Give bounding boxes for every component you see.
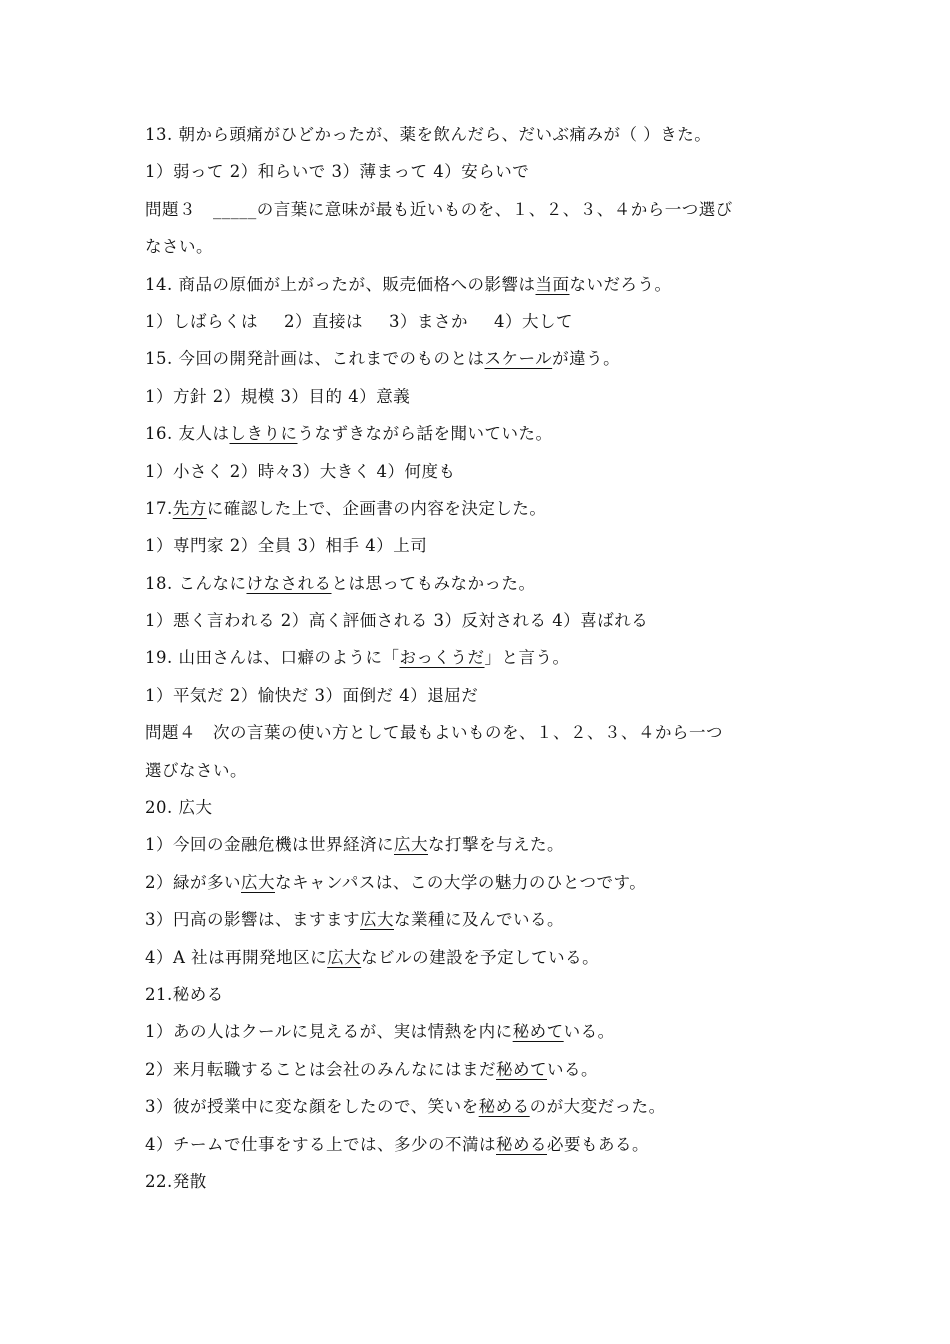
- question-21-option-3: [145, 1088, 815, 1125]
- question-18-options: 1）悪く言われる 2）高く評価される 3）反対される 4）喜ばれる: [145, 611, 649, 631]
- option-text-end: いる。: [547, 1059, 598, 1079]
- option-text: 3）円高の影響は、ますます: [145, 910, 360, 930]
- question-21-heading: 21.秘める: [145, 984, 224, 1004]
- question-21-option-2: [145, 1051, 815, 1088]
- question-13: 13. 朝から頭痛がひどかったが、薬を飲んだら、だいぶ痛みが（ ）きた。: [145, 125, 712, 144]
- option-2: 2）直接は: [284, 311, 363, 331]
- option-text-end: な業種に及んでいる。: [394, 910, 564, 930]
- option-text: 2）来月転職することは会社のみんなにはまだ: [145, 1059, 496, 1079]
- option-text: 4）チームで仕事をする上では、多少の不満は: [145, 1134, 496, 1154]
- option-text: 4）A 社は再開発地区に: [145, 947, 328, 967]
- option-text-end: な打撃を与えた。: [428, 835, 564, 855]
- section-3-instruction-cont: なさい。: [145, 237, 213, 257]
- option-text: 1）今回の金融危機は世界経済に: [145, 835, 394, 855]
- question-18-text: 18. こんなに: [145, 573, 247, 593]
- question-20-heading: 20. 広大: [145, 798, 213, 818]
- section-3-instruction: 問題３ _____の言葉に意味が最も近いものを、１、２、３、４から一つ選び: [145, 199, 733, 219]
- question-16-options: 1）小さく 2）時々3）大きく 4）何度も: [145, 461, 456, 481]
- question-17-text-end: に確認した上で、企画書の内容を決定した。: [206, 498, 547, 518]
- question-21-option-1: [145, 1013, 815, 1050]
- option-text-end: なキャンパスは、この大学の魅力のひとつです。: [275, 872, 647, 892]
- question-20-option-1: [145, 826, 815, 863]
- question-14-text: 14. 商品の原価が上がったが、販売価格への影響は: [145, 274, 536, 294]
- question-19-text-end: 」と言う。: [484, 648, 570, 668]
- question-18-underlined: けなされる: [246, 573, 332, 593]
- option-underlined: 広大: [241, 872, 275, 892]
- option-underlined: 広大: [327, 947, 362, 967]
- question-17-options: 1）専門家 2）全員 3）相手 4）上司: [145, 536, 428, 556]
- question-20-option-4: [145, 939, 815, 976]
- section-4-instruction: 問題４ 次の言葉の使い方として最もよいものを、１、２、３、４から一つ: [145, 723, 723, 743]
- question-16: [145, 415, 815, 452]
- question-18: [145, 565, 815, 602]
- question-14-underlined: 当面: [535, 274, 570, 294]
- question-15-options: 1）方針 2）規模 3）目的 4）意義: [145, 386, 411, 406]
- question-20-option-2: [145, 864, 815, 901]
- option-text-end: 必要もある。: [547, 1134, 649, 1154]
- question-14-options: [145, 303, 815, 340]
- option-text: 3）彼が授業中に変な顔をしたので、笑いを: [145, 1097, 479, 1117]
- question-17: [145, 490, 815, 527]
- question-14-text-end: ないだろう。: [569, 274, 672, 294]
- option-underlined: 秘める: [496, 1134, 547, 1154]
- option-underlined: 秘めて: [496, 1059, 547, 1079]
- option-text: 1）あの人はクールに見えるが、実は情熱を内に: [145, 1022, 513, 1042]
- question-15-underlined: スケール: [484, 349, 553, 369]
- option-underlined: 広大: [360, 910, 394, 930]
- question-18-text-end: とは思ってもみなかった。: [331, 573, 536, 593]
- option-text: 2）緑が多い: [145, 872, 241, 892]
- question-19-options: 1）平気だ 2）愉快だ 3）面倒だ 4）退屈だ: [145, 685, 479, 705]
- option-1: 1）しばらくは: [145, 311, 258, 331]
- question-16-text-end: うなずきながら話を聞いていた。: [297, 424, 553, 444]
- option-3: 3）まさか: [389, 311, 468, 331]
- option-underlined: 秘める: [478, 1097, 530, 1117]
- section-4-instruction-cont: 選びなさい。: [145, 760, 247, 780]
- question-15: [145, 340, 815, 377]
- question-16-text: 16. 友人は: [145, 424, 230, 444]
- option-text-end: のが大変だった。: [529, 1097, 666, 1117]
- question-15-text: 15. 今回の開発計画は、これまでのものとは: [145, 349, 485, 369]
- question-19-text: 19. 山田さんは、口癖のように「: [145, 648, 400, 668]
- question-22-heading: 22.発散: [145, 1171, 207, 1191]
- option-underlined: 秘めて: [512, 1022, 564, 1042]
- option-text-end: なビルの建設を予定している。: [361, 947, 600, 967]
- question-19-underlined: おっくうだ: [399, 648, 485, 668]
- document-page: [145, 116, 815, 1200]
- option-4: 4）大して: [494, 311, 573, 331]
- question-13-options: 1）弱って 2）和らいで 3）薄まって 4）安らいで: [145, 162, 530, 182]
- option-underlined: 広大: [394, 835, 428, 855]
- option-text-end: いる。: [563, 1022, 615, 1042]
- question-21-option-4: [145, 1126, 815, 1163]
- question-19: [145, 639, 815, 676]
- question-20-option-3: [145, 901, 815, 938]
- question-14: [145, 266, 815, 303]
- question-17-underlined: 先方: [172, 498, 207, 518]
- question-16-underlined: しきりに: [229, 424, 298, 444]
- question-17-text: 17.: [145, 498, 173, 518]
- question-15-text-end: が違う。: [552, 349, 621, 369]
